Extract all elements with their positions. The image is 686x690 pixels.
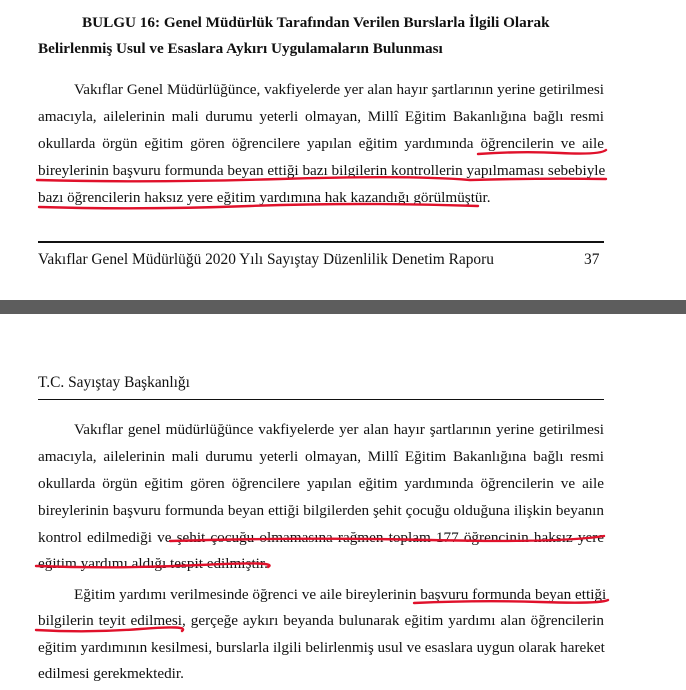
p1-line-2: amacıyla, ailelerinin mali durumu yeterli olmayan, Millî Eğitim Bakanlığına bağlı resmi <box>38 108 604 125</box>
page-number: 37 <box>584 251 600 268</box>
report-page-next <box>0 314 686 690</box>
p2-para2-line-4: edilmesi gerekmektedir. <box>38 665 184 682</box>
page-separator <box>0 300 686 314</box>
p1-line-1: Vakıflar Genel Müdürlüğünce, vakfiyelerde yer alan hayır şartlarının yerine getirilmesi <box>74 81 604 98</box>
report-page-37 <box>0 0 686 300</box>
p2-para1-line-2: amacıyla, ailelerinin mali durumu yeterli olmayan, Millî Eğitim Bakanlığına bağlı resmi <box>38 448 604 465</box>
page-header: T.C. Sayıştay Başkanlığı <box>38 374 190 391</box>
p2-para1-line-6: eğitim yardımı aldığı tespit edilmiştir. <box>38 555 268 572</box>
p2-para1-line-5: kontrol edilmediği ve şehit çocuğu olmamasına rağmen toplam 177 öğrencinin haksız yere <box>38 529 604 546</box>
heading-line-1: BULGU 16: Genel Müdürlük Tarafından Verilen Burslarla İlgili Olarak <box>82 14 550 31</box>
header-rule <box>38 399 604 400</box>
p1-line-5: bazı öğrencilerin haksız yere eğitim yardımına hak kazandığı görülmüştür. <box>38 189 491 206</box>
p2-para2-line-2: bilgilerin teyit edilmesi, gerçeğe aykırı beyanda bulunarak eğitim yardımı alan öğrencilerin <box>38 612 604 629</box>
p2-para1-line-1: Vakıflar genel müdürlüğünce vakfiyelerde yer alan hayır şartlarının yerine getirilmesi <box>74 421 604 438</box>
p2-para1-line-4: bireylerinin başvuru formunda beyan ettiği bilgilerden şehit çocuğu olduğuna ilişkin beyanın <box>38 502 604 519</box>
p2-para2-line-3: eğitim yardımının kesilmesi, burslarla ilgili belirlenmiş usul ve esaslara uygun olarak hareket <box>38 639 605 656</box>
p2-para1-line-3: okullarda örgün eğitim gören öğrencilere yapılan eğitim yardımında öğrencilerin ve aile <box>38 475 604 492</box>
p1-line-4: bireylerinin başvuru formunda beyan ettiği bazı bilgilerin kontrollerin yapılmaması sebebiyle <box>38 162 606 179</box>
p2-para2-line-1: Eğitim yardımı verilmesinde öğrenci ve aile bireylerinin başvuru formunda beyan ettiği <box>74 586 607 603</box>
heading-line-2: Belirlenmiş Usul ve Esaslara Aykırı Uygulamaların Bulunması <box>38 40 443 57</box>
footer-rule <box>38 241 604 243</box>
p1-line-3: okullarda örgün eğitim gören öğrencilere yapılan eğitim yardımında öğrencilerin ve aile <box>38 135 604 152</box>
report-footer: Vakıflar Genel Müdürlüğü 2020 Yılı Sayıştay Düzenlilik Denetim Raporu <box>38 251 494 268</box>
